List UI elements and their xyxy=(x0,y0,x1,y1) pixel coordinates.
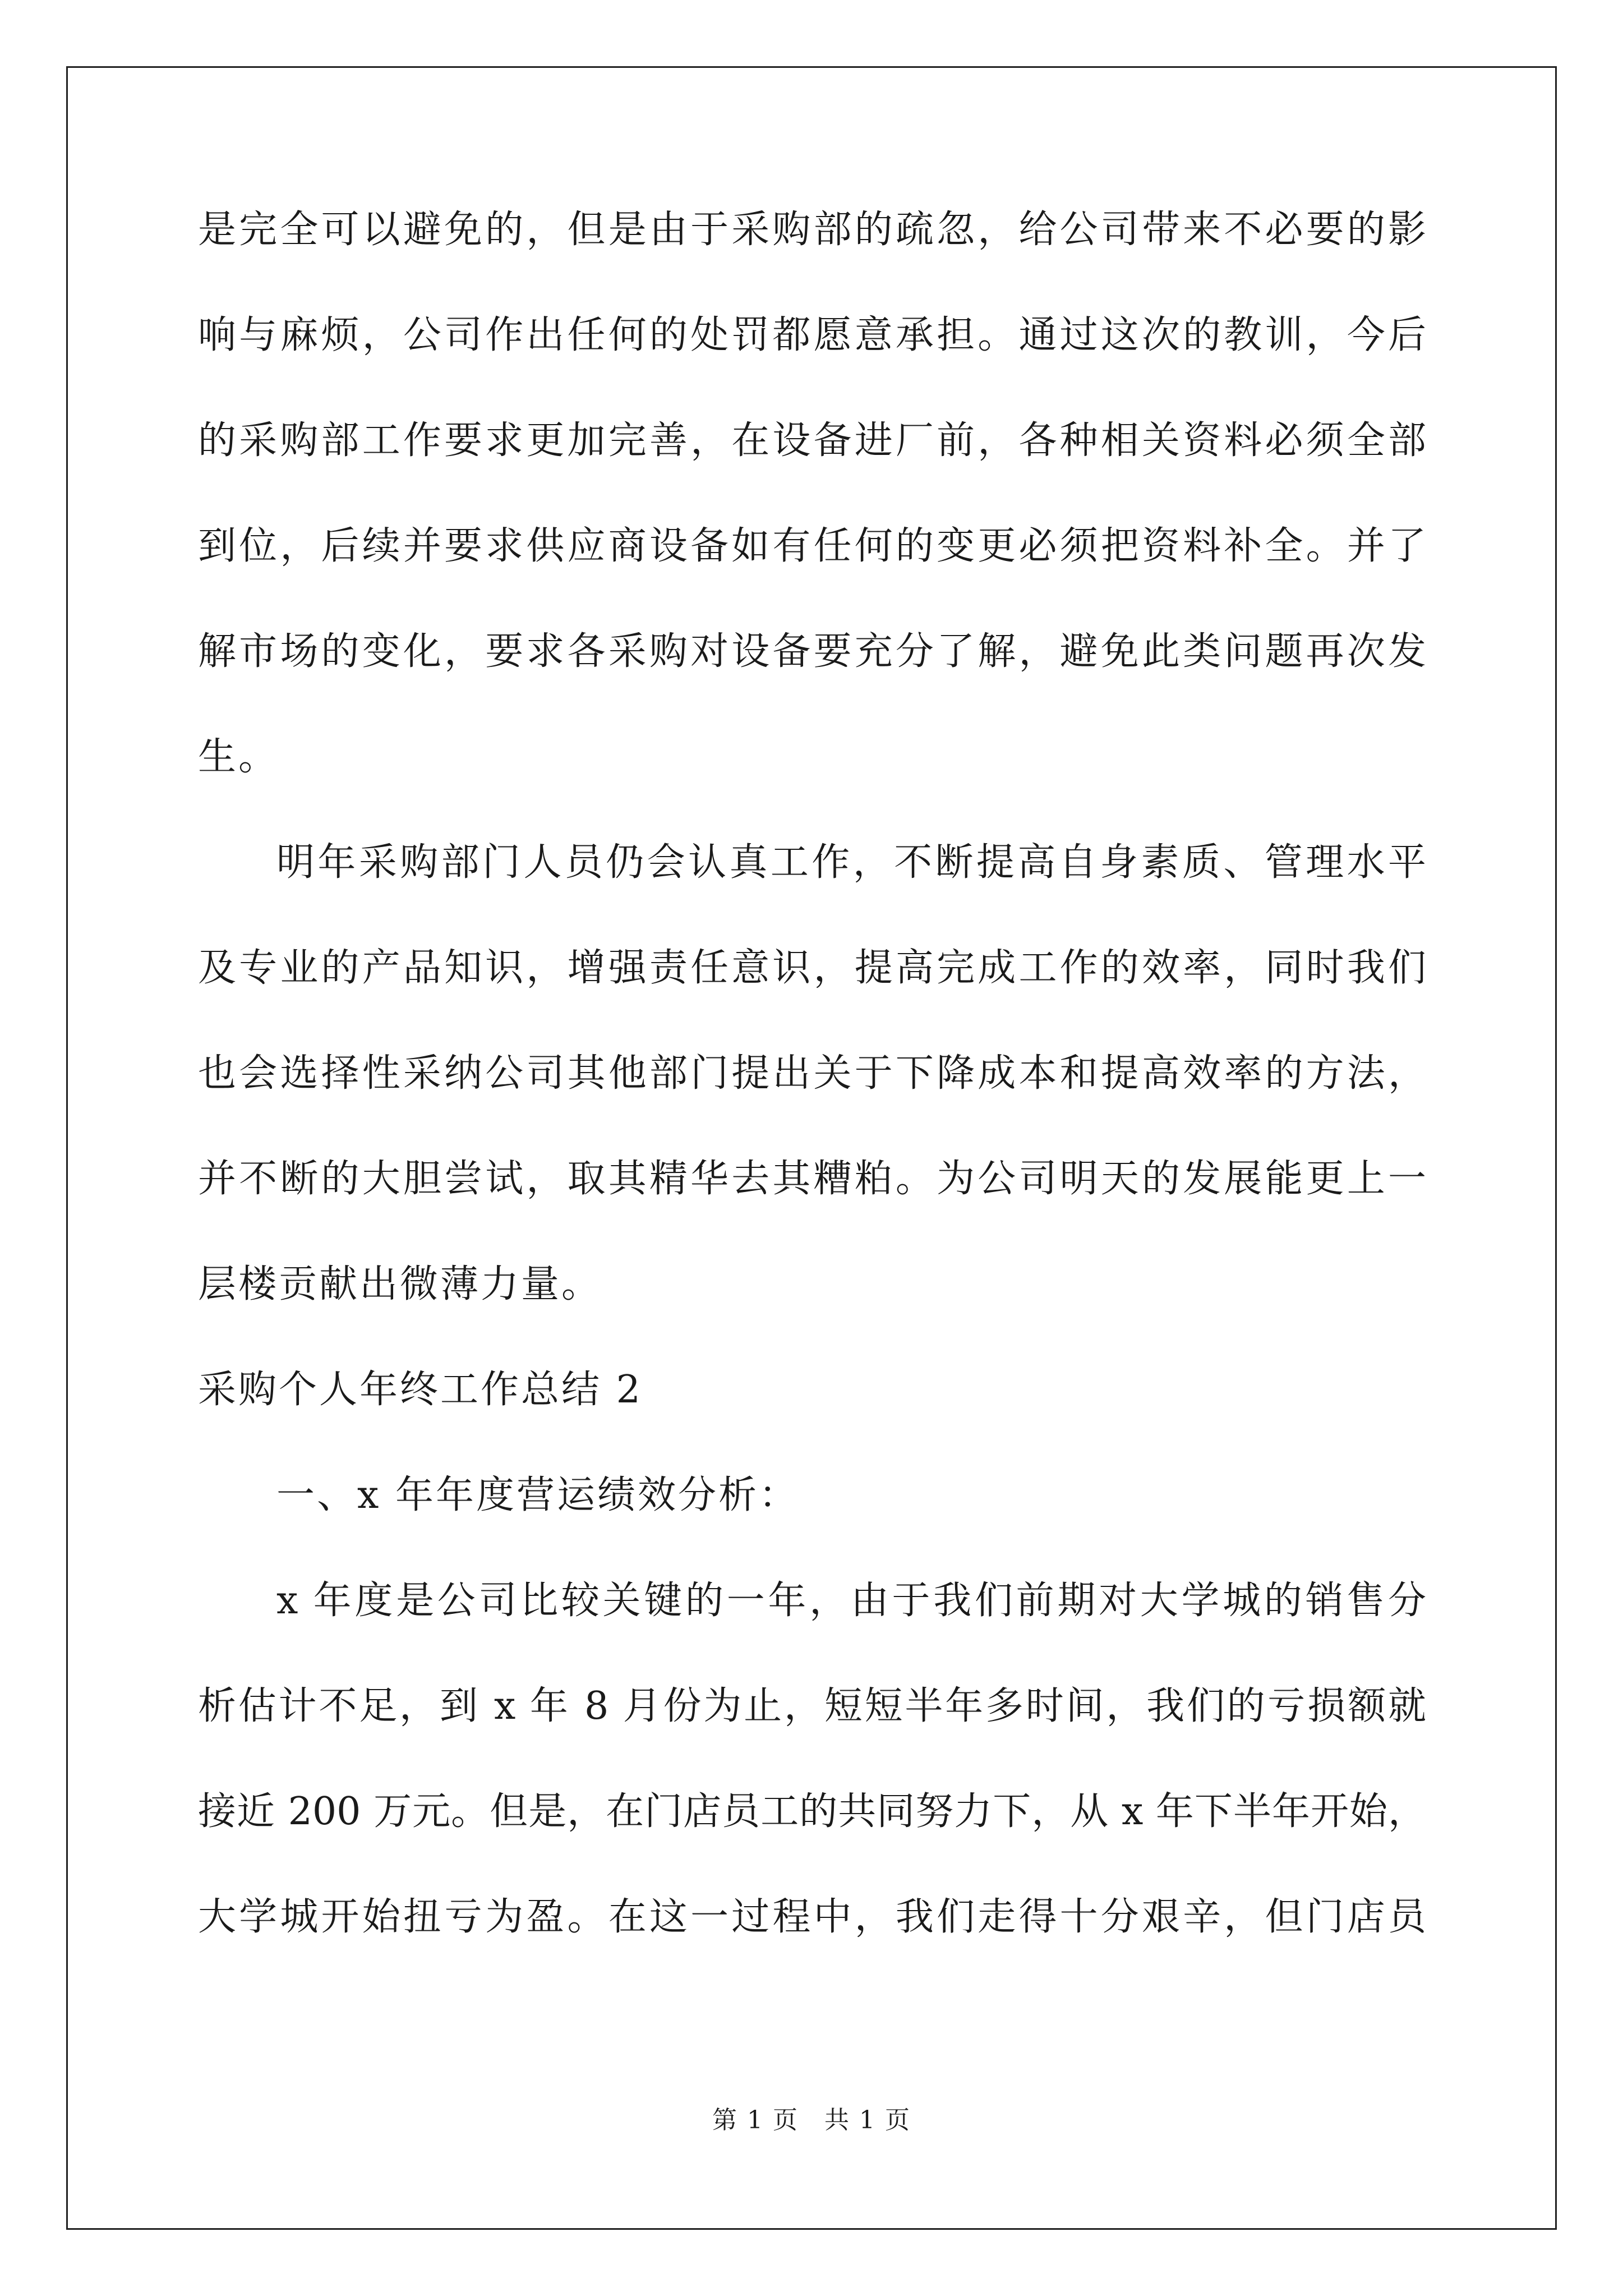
text-line: 生。 xyxy=(198,735,279,779)
text-line: 析估计不足，到 x 年 8 月份为止，短短半年多时间，我们的亏损额就 xyxy=(198,1684,1426,1728)
text-line: 也会选择性采纳公司其他部门提出关于下降成本和提高效率的方法， xyxy=(198,1051,1426,1096)
text-line: 层楼贡献出微薄力量。 xyxy=(198,1262,602,1306)
text-line: 到位，后续并要求供应商设备如有任何的变更必须把资料补全。并了 xyxy=(198,524,1426,568)
section-heading: 采购个人年终工作总结 2 xyxy=(198,1368,643,1412)
text-line: 大学城开始扭亏为盈。在这一过程中，我们走得十分艰辛，但门店员 xyxy=(198,1895,1426,1939)
text-line: 解市场的变化，要求各采购对设备要充分了解，避免此类问题再次发 xyxy=(198,629,1426,674)
text-line: 并不断的大胆尝试，取其精华去其糟粕。为公司明天的发展能更上一 xyxy=(198,1157,1426,1201)
text-line: 响与麻烦，公司作出任何的处罚都愿意承担。通过这次的教训，今后 xyxy=(198,313,1426,357)
subsection-heading: 一、x 年年度营运绩效分析： xyxy=(276,1473,799,1517)
text-line: 及专业的产品知识，增强责任意识，提高完成工作的效率，同时我们 xyxy=(198,946,1426,990)
paragraph-first-line: x 年度是公司比较关键的一年，由于我们前期对大学城的销售分 xyxy=(276,1579,1426,1623)
paragraph-first-line: 明年采购部门人员仍会认真工作，不断提高自身素质、管理水平 xyxy=(276,840,1426,885)
page-footer: 第 1 页 共 1 页 xyxy=(712,2106,911,2134)
text-line: 是完全可以避免的，但是由于采购部的疏忽，给公司带来不必要的影 xyxy=(198,208,1426,252)
text-line: 接近 200 万元。但是，在门店员工的共同努力下，从 x 年下半年开始， xyxy=(198,1789,1426,1834)
text-line: 的采购部工作要求更加完善，在设备进厂前，各种相关资料必须全部 xyxy=(198,418,1426,463)
